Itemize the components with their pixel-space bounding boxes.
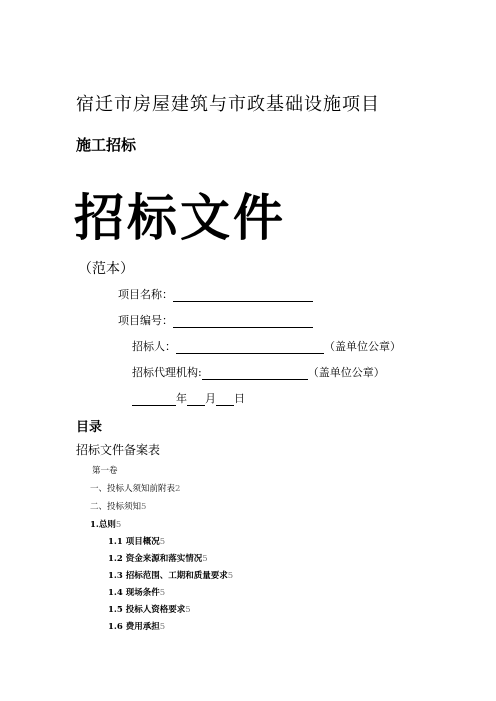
toc-entry[interactable]: 一、投标人须知前附表2 <box>90 484 181 494</box>
toc-entry[interactable]: 1.2 资金来源和落实情况5 <box>108 554 208 564</box>
project-name-label: 项目名称： <box>118 288 173 301</box>
toc-heading: 目录 <box>76 420 103 435</box>
agency-blank <box>202 367 308 380</box>
toc-entry[interactable]: 招标文件备案表 <box>76 443 161 457</box>
toc-entry[interactable]: 1.1 项目概况5 <box>108 537 166 547</box>
tenderer-label: 招标人： <box>132 340 176 353</box>
toc-entry[interactable]: 第一卷 <box>92 466 118 476</box>
project-no-blank <box>173 315 313 328</box>
year-label: 年 <box>176 392 187 405</box>
tenderer-seal-note: （盖单位公章） <box>324 340 401 353</box>
month-blank <box>187 393 205 406</box>
month-label: 月 <box>205 392 216 405</box>
agency-seal-note: （盖单位公章） <box>307 366 385 379</box>
agency-row <box>132 364 385 380</box>
main-title: 招标文件 <box>74 189 286 247</box>
toc-entry[interactable]: 1.6 费用承担5 <box>108 622 166 632</box>
tenderer-blank <box>176 341 324 354</box>
toc-entry[interactable]: 1.4 现场条件5 <box>108 588 166 598</box>
toc-entry[interactable]: 1.3 招标范围、工期和质量要求5 <box>108 571 234 581</box>
project-no-label: 项目编号： <box>118 314 173 327</box>
model-note: （范本） <box>78 261 134 277</box>
date-row <box>132 390 245 406</box>
day-blank <box>216 393 234 406</box>
project-no-row <box>118 312 313 328</box>
toc-entry[interactable]: 1.5 投标人资格要求5 <box>108 605 191 615</box>
title-line-2: 施工招标 <box>76 136 137 154</box>
toc-entry[interactable]: 1.总则5 <box>90 520 122 530</box>
year-blank <box>132 393 176 406</box>
agency-label: 招标代理机构: <box>132 366 202 379</box>
title-line-1: 宿迁市房屋建筑与市政基础设施项目 <box>76 94 380 115</box>
project-name-row <box>118 286 313 302</box>
tenderer-row <box>132 338 401 354</box>
project-name-blank <box>173 289 313 302</box>
toc-entry[interactable]: 二、投标须知5 <box>90 502 147 512</box>
day-label: 日 <box>234 392 245 405</box>
